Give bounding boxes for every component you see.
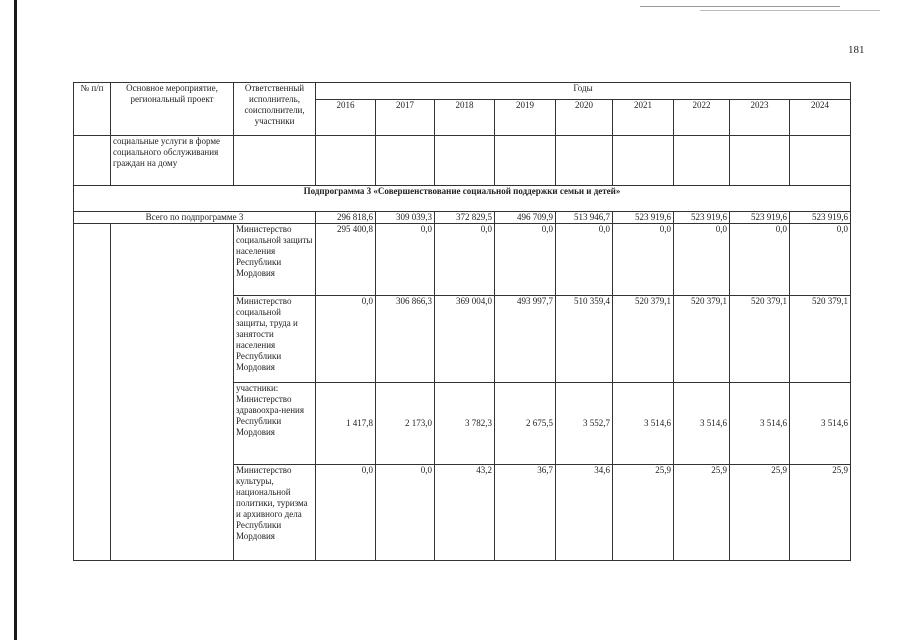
year-2021: 2021	[613, 100, 674, 136]
row-value: 3 782,3	[435, 383, 495, 465]
header-event: Основное мероприятие, региональный проект	[111, 83, 234, 136]
executor-name: Министерство социальной защиты, труда и занятости населения Республики Мордовия	[234, 296, 316, 383]
year-2023: 2023	[730, 100, 790, 136]
header-years-label: Годы	[316, 83, 851, 100]
year-2024: 2024	[790, 100, 851, 136]
total-label: Всего по подпрограмме 3	[74, 212, 316, 224]
row-value: 3 514,6	[613, 383, 674, 465]
cell-empty	[74, 224, 111, 561]
year-2016: 2016	[316, 100, 376, 136]
cell-empty	[111, 224, 234, 561]
year-2017: 2017	[376, 100, 435, 136]
header-row	[74, 83, 851, 100]
row-value: 0,0	[376, 465, 435, 561]
total-value: 296 818,6	[316, 212, 376, 224]
row-value: 43,2	[435, 465, 495, 561]
cell-empty	[316, 136, 376, 186]
row-value: 2 173,0	[376, 383, 435, 465]
total-row	[74, 212, 851, 224]
cell-empty	[790, 136, 851, 186]
row-value: 0,0	[435, 224, 495, 296]
cell-empty	[613, 136, 674, 186]
table-row	[74, 224, 851, 296]
row-value: 0,0	[556, 224, 613, 296]
row-value: 34,6	[556, 465, 613, 561]
cell-empty	[674, 136, 730, 186]
scan-edge-bar	[14, 0, 17, 640]
row-value: 2 675,5	[495, 383, 556, 465]
row-value: 3 552,7	[556, 383, 613, 465]
budget-table	[73, 82, 851, 561]
carry-event-text: социальные услуги в форме социального обслуживания граждан на дому	[111, 136, 234, 186]
cell-empty	[730, 136, 790, 186]
year-2018: 2018	[435, 100, 495, 136]
row-value: 0,0	[495, 224, 556, 296]
row-value: 36,7	[495, 465, 556, 561]
year-2020: 2020	[556, 100, 613, 136]
row-value: 0,0	[730, 224, 790, 296]
total-value: 523 919,6	[613, 212, 674, 224]
year-2019: 2019	[495, 100, 556, 136]
row-value: 0,0	[316, 465, 376, 561]
year-2022: 2022	[674, 100, 730, 136]
row-value: 0,0	[376, 224, 435, 296]
row-value: 0,0	[316, 296, 376, 383]
executor-name: Министерство социальной защиты населения Республики Мордовия	[234, 224, 316, 296]
row-value: 520 379,1	[730, 296, 790, 383]
total-value: 513 946,7	[556, 212, 613, 224]
row-value: 3 514,6	[730, 383, 790, 465]
total-value: 523 919,6	[790, 212, 851, 224]
subprogram-title-row	[74, 186, 851, 212]
row-value: 493 997,7	[495, 296, 556, 383]
executor-name: Министерство культуры, национальной политики, туризма и архивного дела Республики Мордовия	[234, 465, 316, 561]
executor-name: участники: Министерство здравоохра-нения Республики Мордовия	[234, 383, 316, 465]
row-value: 369 004,0	[435, 296, 495, 383]
row-value: 25,9	[674, 465, 730, 561]
row-value: 25,9	[790, 465, 851, 561]
row-value: 306 866,3	[376, 296, 435, 383]
cell-empty	[234, 136, 316, 186]
cell-empty	[74, 136, 111, 186]
scan-top-line	[640, 6, 840, 7]
carry-row	[74, 136, 851, 186]
total-value: 309 039,3	[376, 212, 435, 224]
subprogram-title: Подпрограмма 3 «Совершенствование социальной поддержки семьи и детей»	[74, 186, 851, 212]
cell-empty	[556, 136, 613, 186]
header-num: № п/п	[74, 83, 111, 136]
cell-empty	[376, 136, 435, 186]
total-value: 523 919,6	[730, 212, 790, 224]
row-value: 295 400,8	[316, 224, 376, 296]
cell-empty	[435, 136, 495, 186]
total-value: 372 829,5	[435, 212, 495, 224]
total-value: 496 709,9	[495, 212, 556, 224]
row-value: 510 359,4	[556, 296, 613, 383]
row-value: 0,0	[674, 224, 730, 296]
scan-top-line	[700, 10, 880, 11]
page-number: 181	[848, 44, 865, 56]
row-value: 3 514,6	[790, 383, 851, 465]
row-value: 25,9	[730, 465, 790, 561]
row-value: 25,9	[613, 465, 674, 561]
cell-empty	[495, 136, 556, 186]
row-value: 520 379,1	[613, 296, 674, 383]
row-value: 0,0	[613, 224, 674, 296]
row-value: 1 417,8	[316, 383, 376, 465]
row-value: 3 514,6	[674, 383, 730, 465]
row-value: 520 379,1	[674, 296, 730, 383]
header-executor: Ответственный исполнитель, соисполнители, участники	[234, 83, 316, 136]
row-value: 520 379,1	[790, 296, 851, 383]
total-value: 523 919,6	[674, 212, 730, 224]
row-value: 0,0	[790, 224, 851, 296]
